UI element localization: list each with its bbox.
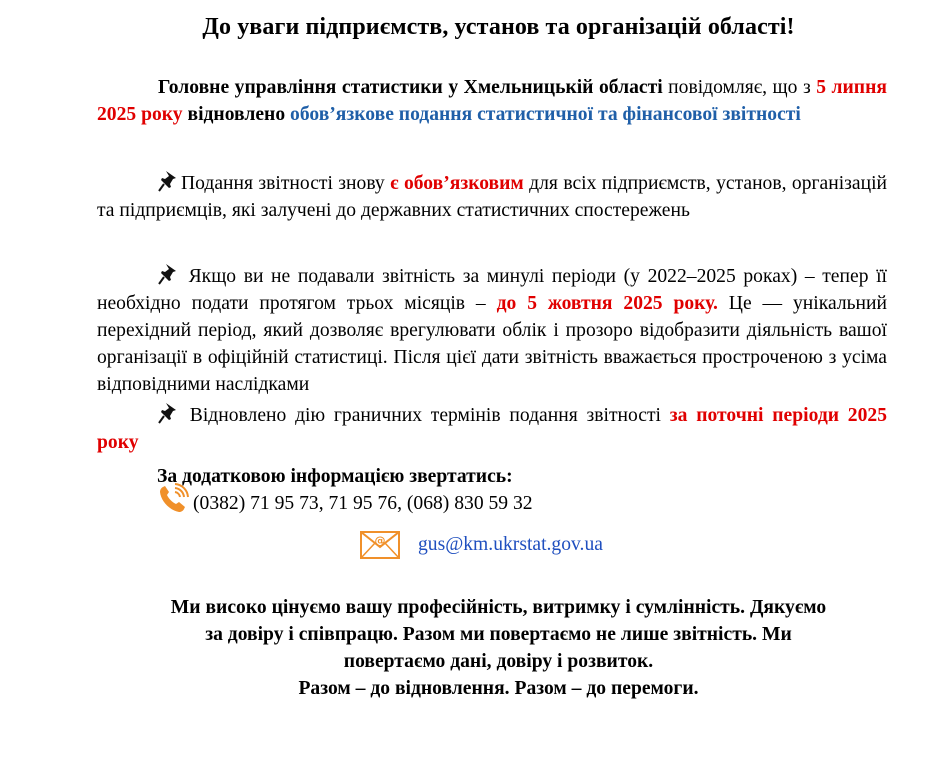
current-periods-emphasis: за поточні періоди 2025 року <box>97 405 887 453</box>
point-mandatory <box>97 170 887 224</box>
point-deadlines-text-1: Відновлено дію граничних термінів подання звітності <box>181 405 670 426</box>
svg-text:@: @ <box>374 534 386 547</box>
pushpin-icon <box>158 402 178 424</box>
closing-line-4: Разом – до відновлення. Разом – до перемоги. <box>298 678 699 699</box>
contact-heading: За додатковою інформацією звертатись: <box>157 466 513 487</box>
closing-message <box>90 594 907 702</box>
reporting-subject: обов’язкове подання статистичної та фінансової звітності <box>290 104 801 125</box>
closing-line-2: за довіру і співпрацю. Разом ми повертаємо не лише звітність. Ми <box>205 624 792 645</box>
deadline-date: до 5 жовтня 2025 року. <box>496 293 718 314</box>
phone-icon <box>157 483 189 515</box>
organization-name: Головне управління статистики у Хмельницькій області <box>158 77 663 98</box>
email-row <box>360 530 603 560</box>
mandatory-emphasis: є обов’язковим <box>390 173 524 194</box>
intro-paragraph <box>97 74 887 128</box>
point-past-periods-text-2: Це — унікальний перехідний період, який дозволяє врегулювати облік і прозоро відобразити діяльність вашої організації в офіційній статистиці. Після цієї дати звітність вважається простроченою з усіма відповідними наслідками <box>97 293 887 395</box>
start-date: 5 липня 2025 року <box>97 77 887 125</box>
renewed-word: відновлено <box>187 104 286 125</box>
point-mandatory-text-1: Подання звітності знову <box>181 173 391 194</box>
point-deadlines <box>97 402 887 456</box>
pushpin-icon <box>158 170 178 192</box>
point-past-periods-text-1: Якщо ви не подавали звітність за минулі періоди (у 2022–2025 роках) – тепер її необхідно подати протягом трьох місяців – <box>97 266 887 314</box>
closing-line-3: повертаємо дані, довіру і розвиток. <box>343 651 654 672</box>
pushpin-icon <box>158 263 178 285</box>
page-title: До уваги підприємств, установ та організацій області! <box>202 14 795 40</box>
point-past-periods <box>97 263 887 398</box>
phone-row <box>157 493 533 515</box>
envelope-icon <box>360 530 400 560</box>
phone-numbers: (0382) 71 95 73, 71 95 76, (068) 830 59 32 <box>193 493 533 514</box>
intro-text-1: повідомляє, що з <box>662 77 817 98</box>
email-link[interactable]: gus@km.ukrstat.gov.ua <box>418 534 603 555</box>
closing-line-1: Ми високо цінуємо вашу професійність, витримку і сумлінність. Дякуємо <box>170 597 827 618</box>
point-mandatory-text-2: для всіх підприємств, установ, організацій та підприємців, які залучені до державних статистичних спостережень <box>97 173 888 221</box>
